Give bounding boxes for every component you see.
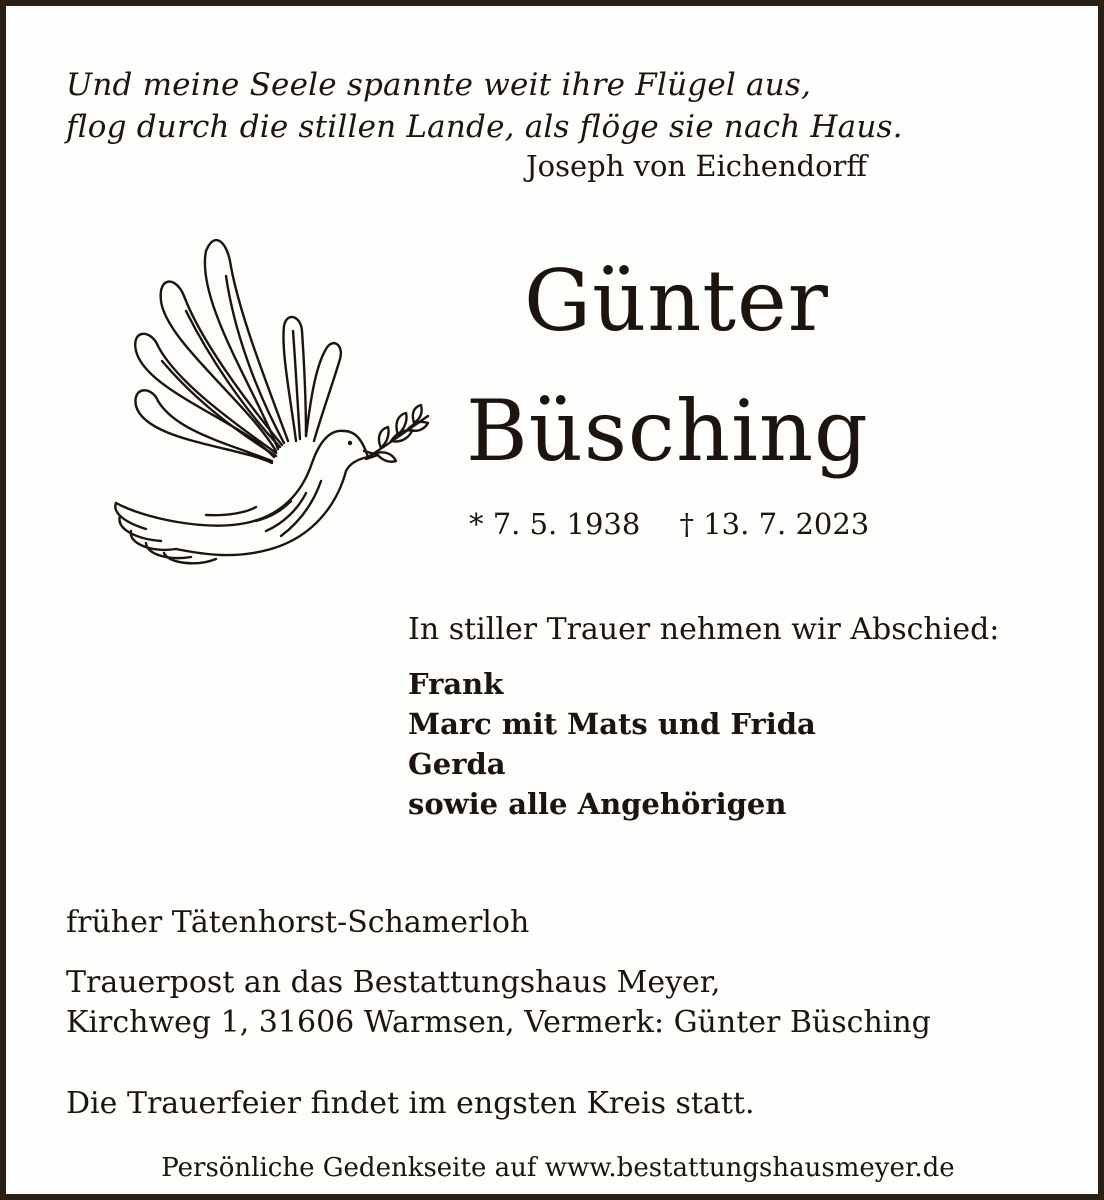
condolence-mail-line-1: Trauerpost an das Bestattungshaus Meyer, [66, 965, 721, 1000]
mourners-list [408, 664, 816, 824]
dove-eye-icon [348, 441, 352, 445]
ceremony-note: Die Trauerfeier findet im engsten Kreis statt. [66, 1086, 755, 1121]
mourner-item: Marc mit Mats und Frida [408, 707, 816, 741]
quote-line-1: Und meine Seele spannte weit ihre Flügel aus, [66, 67, 812, 103]
birth-date: * 7. 5. 1938 [469, 507, 641, 541]
memorial-page-url[interactable]: www.bestattungshausmeyer.de [544, 1153, 955, 1183]
formerly-residence: früher Tätenhorst-Schamerloh [66, 905, 530, 940]
deceased-last-name: Büsching [466, 382, 869, 480]
life-dates [469, 506, 869, 542]
quote [66, 64, 903, 148]
quote-author: Joseph von Eichendorff [526, 149, 868, 183]
mourner-item: sowie alle Angehörigen [408, 787, 787, 821]
footer-text: Persönliche Gedenkseite auf [161, 1153, 537, 1183]
dove-with-olive-branch-icon [106, 231, 436, 591]
mourner-item: Frank [408, 667, 504, 701]
condolence-mail-line-2: Kirchweg 1, 31606 Warmsen, Vermerk: Günter Büsching [66, 1005, 931, 1040]
mourner-item: Gerda [408, 747, 506, 781]
mourning-intro: In stiller Trauer nehmen wir Abschied: [408, 612, 1000, 647]
memorial-page-footer [6, 1151, 1104, 1185]
deceased-first-name: Günter [524, 252, 829, 350]
quote-line-2: flog durch die stillen Lande, als flöge sie nach Haus. [66, 109, 903, 145]
death-date: † 13. 7. 2023 [679, 507, 870, 541]
dove-front-wing-icon [283, 317, 306, 441]
